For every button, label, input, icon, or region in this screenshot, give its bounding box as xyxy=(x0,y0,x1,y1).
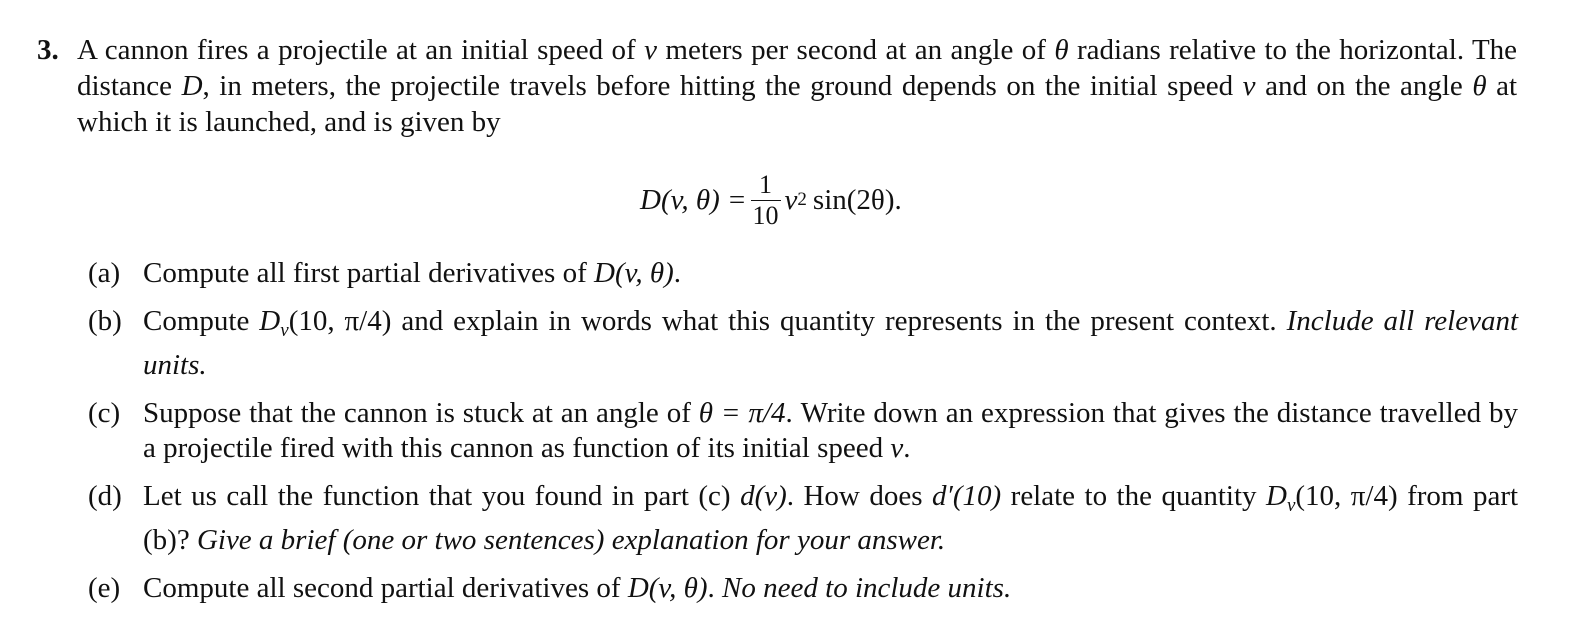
part-d-math-args: (10, π/4) xyxy=(1295,480,1398,512)
part-a-label: (a) xyxy=(88,257,121,289)
part-d-text-3: relate to the quantity xyxy=(1010,480,1257,512)
part-d-label: (d) xyxy=(88,480,122,512)
part-d-math-sub: v xyxy=(1286,495,1296,516)
cropped-mark xyxy=(405,0,445,4)
part-d-math-1: d(v) xyxy=(740,480,787,512)
part-c-text-1: Suppose that the cannon is stuck at an angle of xyxy=(143,397,691,429)
part-a-text: Compute all first partial derivatives of xyxy=(143,257,587,289)
part-a xyxy=(88,256,1518,291)
intro-text-1: A cannon fires a projectile at an initial speed of xyxy=(77,34,636,66)
part-b-math-D: D xyxy=(259,305,281,337)
intro-text-2: meters per second at an angle of xyxy=(665,34,1046,66)
part-e-math-1: D(v, θ) xyxy=(627,572,708,604)
fraction-denominator: 10 xyxy=(752,200,779,230)
part-b-text-1: Compute xyxy=(143,305,250,337)
part-e-period: . xyxy=(707,572,715,604)
fraction-numerator: 1 xyxy=(759,169,773,199)
part-b-label: (b) xyxy=(88,305,122,337)
formula-v: v xyxy=(784,183,798,216)
intro-text-3: radians relative to the horizontal. The distance xyxy=(77,34,1518,102)
problem-statement xyxy=(37,32,1517,140)
var-v: v xyxy=(644,34,657,66)
part-d-emphasis: Give a brief (one or two sentences) explanation for your answer. xyxy=(196,524,946,556)
part-c-math-2: v xyxy=(890,432,904,464)
part-b-text-2: and explain in words what this quantity represents in the present context. xyxy=(401,305,1277,337)
part-c-period: . xyxy=(903,432,911,464)
part-b-emphasis: Include all relevant units. xyxy=(143,305,1519,381)
formula-lhs: D(v, θ) = xyxy=(640,183,747,216)
part-d-text-1: Let us call the function that you found in part (c) xyxy=(143,480,731,512)
part-b-math-args: (10, π/4) xyxy=(288,305,392,337)
part-c-text-2: . Write down an expression that gives the distance travelled by a projectile fired with this cannon as function of its initial speed xyxy=(143,397,1518,464)
distance-formula xyxy=(640,162,902,238)
intro-text-4: , in meters, the projectile travels before hitting the ground depends on the initial speed xyxy=(202,70,1234,102)
part-d-text-4: from part (b)? xyxy=(143,480,1519,556)
part-b-math-sub: v xyxy=(280,320,289,341)
formula-rhs: sin(2θ). xyxy=(812,183,902,216)
formula-exponent: 2 xyxy=(797,189,807,210)
part-e-label: (e) xyxy=(88,572,121,604)
part-d-math-2: d′(10) xyxy=(932,480,1002,512)
part-c-math-1: θ = π/4 xyxy=(698,397,786,429)
problem-number: 3. xyxy=(37,34,59,66)
part-a-period: . xyxy=(673,257,681,289)
problem-intro xyxy=(77,32,1517,140)
var-v: v xyxy=(1242,70,1256,102)
part-e xyxy=(88,571,1518,606)
var-D: D xyxy=(181,70,203,102)
formula-fraction xyxy=(751,171,781,230)
intro-text-5: and on the angle xyxy=(1265,70,1463,102)
var-theta: θ xyxy=(1472,70,1487,102)
problem-parts xyxy=(88,256,1518,606)
intro-text-6: at which it is launched, and is given by xyxy=(77,70,1518,138)
part-e-text-1: Compute all second partial derivatives of xyxy=(143,572,621,604)
part-c xyxy=(88,396,1518,466)
part-b xyxy=(88,304,1518,383)
var-theta: θ xyxy=(1054,34,1069,66)
part-c-label: (c) xyxy=(88,397,121,429)
part-d xyxy=(88,479,1518,558)
part-d-math-D: D xyxy=(1265,480,1287,512)
part-a-math: D(v, θ) xyxy=(594,257,674,289)
part-e-emphasis: No need to include units. xyxy=(722,572,1012,604)
part-d-text-2: . How does xyxy=(786,480,923,512)
